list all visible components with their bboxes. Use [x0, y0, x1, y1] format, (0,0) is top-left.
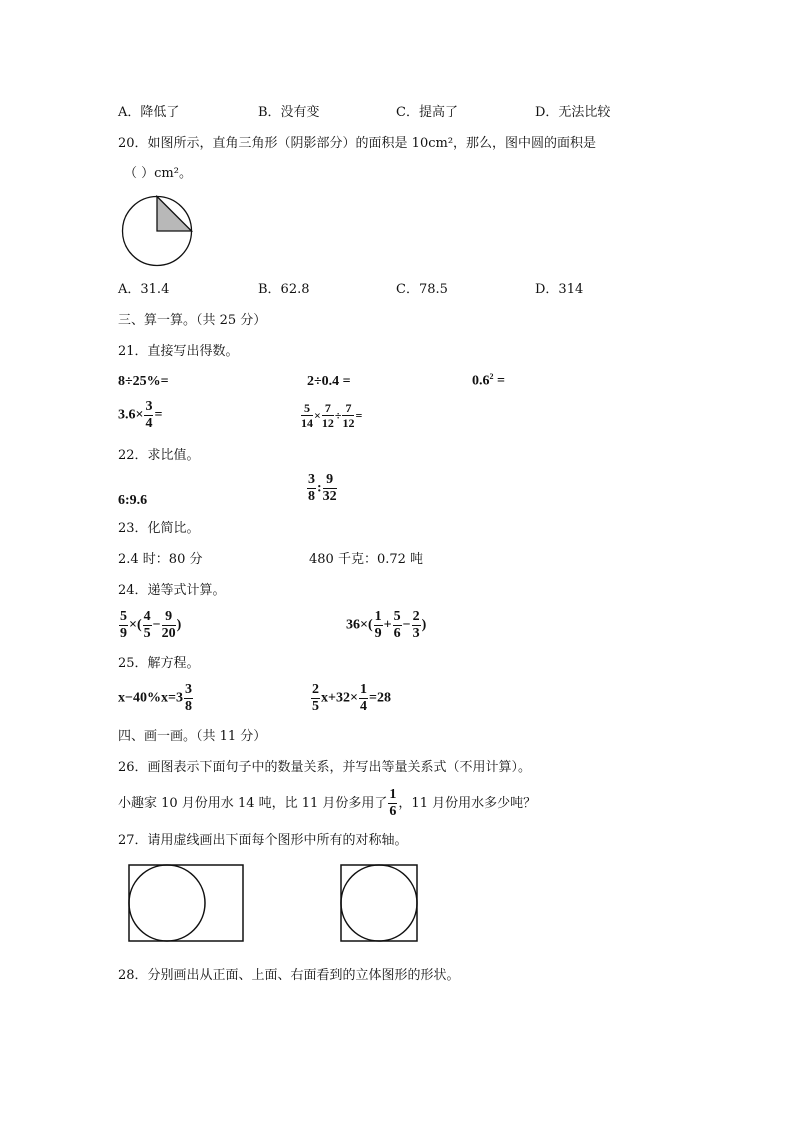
q19-option-a: A．降低了: [118, 105, 180, 120]
circle-triangle-figure: [120, 194, 196, 268]
q23-expr-1: 2.4 时：80 分: [118, 552, 203, 567]
section-4-heading: 四、画一画。（共 11 分）: [118, 729, 267, 744]
q22-title: 22．求比值。: [118, 448, 200, 463]
q20-option-b: B．62.8: [258, 282, 310, 297]
q20-option-a: A．31.4: [118, 282, 170, 297]
q27-title: 27．请用虚线画出下面每个图形中所有的对称轴。: [118, 833, 408, 848]
q20-question-line2: （ ）cm²。: [124, 166, 192, 181]
inscribed-circle-shape: [341, 865, 417, 941]
q26-problem-text: 小趣家 10 月份用水 14 吨，比 11 月份多用了 $\frac{1}{6}$ ，11 月份用水多少吨？: [118, 787, 537, 819]
q21-expr-3: $0.6^2$ =: [472, 372, 505, 389]
q20-option-d: D．314: [535, 282, 584, 297]
rectangle-shape: [129, 865, 243, 941]
q24-expr-1: $\frac{5}{9}$ ×( $\frac{4}{5}$ − $\frac{9}{20}$ ): [120, 609, 182, 641]
q23-title: 23．化简比。: [118, 521, 200, 536]
q25-title: 25．解方程。: [118, 656, 200, 671]
q28-title: 28．分别画出从正面、上面、右面看到的立体图形的形状。: [118, 968, 460, 983]
q20-option-c: C．78.5: [396, 282, 448, 297]
q21-expr-1: 8÷25%=: [118, 374, 169, 389]
q22-expr-2: $\frac{3}{8}$ : $\frac{9}{32}$: [308, 472, 337, 504]
square-circle-figure: [340, 864, 420, 944]
q25-equation-1: x−40%x=3 $\frac{3}{8}$: [118, 682, 192, 714]
q19-option-d: D．无法比较: [535, 105, 611, 120]
q22-expr-1: 6:9.6: [118, 493, 148, 508]
q24-expr-2: 36×( $\frac{1}{9}$ + $\frac{5}{6}$ − $\frac{2}{3}$ ): [346, 609, 427, 641]
q25-equation-2: $\frac{2}{5}$ x+32× $\frac{1}{4}$ =28: [312, 682, 391, 714]
q19-option-b: B．没有变: [258, 105, 320, 120]
q21-title: 21．直接写出得数。: [118, 344, 239, 359]
section-3-heading: 三、算一算。（共 25 分）: [118, 313, 267, 328]
q26-title: 26．画图表示下面句子中的数量关系，并写出等量关系式（不用计算）。: [118, 760, 532, 775]
q24-title: 24．递等式计算。: [118, 583, 226, 598]
q21-expr-5: $\frac{5}{14}$ × $\frac{7}{12}$ ÷ $\frac{7}{12}$ =: [301, 401, 363, 430]
inscribed-circle-shape: [129, 865, 205, 941]
q19-option-c: C．提高了: [396, 105, 458, 120]
q20-question-line1: 20．如图所示，直角三角形（阴影部分）的面积是 10cm²，那么，图中圆的面积是: [118, 136, 597, 151]
q21-expr-2: 2÷0.4 =: [307, 374, 351, 389]
q23-expr-2: 480 千克：0.72 吨: [309, 552, 424, 567]
q21-expr-4: 3.6× $\frac{3}{4}$ =: [118, 399, 163, 431]
rectangle-circle-figure: [128, 864, 246, 944]
